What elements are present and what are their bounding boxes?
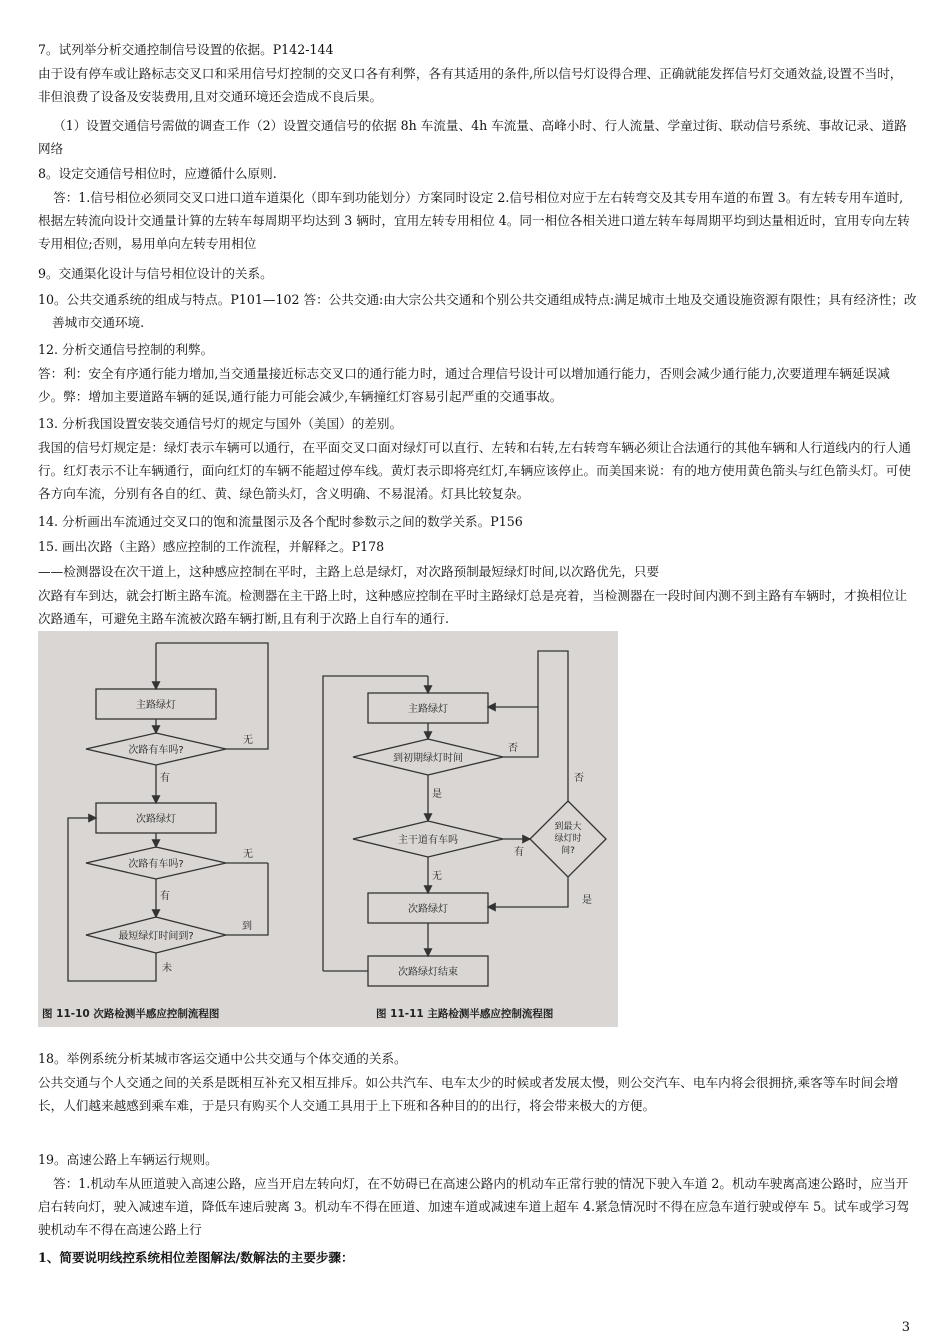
left-arrive-label: 到: [242, 921, 252, 932]
right-decision-3-label-c: 间?: [561, 846, 575, 856]
answer-12: 答：利：安全有序通行能力增加,当交通量接近标志交叉口的通行能力时，通过合理信号设计可以增加通行能力，否则会减少通行能力,次要道理车辆延误减少。弊：增加主要道路车辆的延误,通行能力可能会减少,车辆撞红灯容易引起严重的交通事故。: [38, 366, 890, 404]
right-decision-1-label: 到初期绿灯时间: [393, 753, 463, 764]
left-flowchart: [68, 643, 268, 981]
right-minor-green-label: 次路绿灯: [408, 904, 448, 915]
question-14: 14. 分析画出车流通过交叉口的饱和流量图示及各个配时参数示之间的数学关系。P156: [38, 514, 523, 529]
right-yes-label-1: 是: [432, 789, 442, 800]
right-no-label-1: 否: [508, 743, 518, 754]
question-8: 8。设定交通信号相位时，应遵循什么原则.: [38, 166, 277, 181]
question-19: 19。高速公路上车辆运行规则。: [38, 1152, 218, 1167]
right-main-green-label: 主路绿灯: [408, 704, 448, 715]
right-yes-label-3: 是: [582, 895, 592, 906]
answer-15-line2: 次路有车到达，就会打断主路车流。检测器在主干路上时，这种感应控制在平时主路绿灯总是亮着，当检测器在一段时间内测不到主路有车辆时，才换相位让次路通车，可避免主路车流被次路车辆打断,且有利于次路上自行车的通行.: [38, 588, 907, 626]
flowchart-figure: [38, 631, 618, 1027]
left-minor-green-label: 次路绿灯: [136, 814, 176, 825]
question-13: 13. 分析我国设置安装交通信号灯的规定与国外（美国）的差别。: [38, 416, 403, 431]
right-decision-2-label: 主干道有车吗: [398, 835, 458, 846]
question-18: 18。举例系统分析某城市客运交通中公共交通与个体交通的关系。: [38, 1051, 407, 1066]
question-9: 9。交通渠化设计与信号相位设计的关系。: [38, 266, 273, 281]
section-1-heading: 1、简要说明线控系统相位差图解法/数解法的主要步骤：: [38, 1250, 354, 1265]
right-decision-3-label-a: 到最大: [554, 822, 582, 832]
left-no-label-1: 无: [243, 735, 253, 746]
answer-15-line1: ——检测器设在次干道上，这种感应控制在平时，主路上总是绿灯，对次路预制最短绿灯时间,以次路优先，只要: [38, 564, 660, 579]
answer-7-points: （1）设置交通信号需做的调查工作（2）设置交通信号的依据 8h 车流量、4h 车流量、高峰小时、行人流量、学童过街、联动信号系统、事故记录、道路网络: [38, 118, 907, 156]
left-notyet-label: 未: [162, 963, 172, 974]
answer-7: 由于设有停车或让路标志交叉口和采用信号灯控制的交叉口各有利弊，各有其适用的条件,所以信号灯设得合理、正确就能发挥信号灯交通效益,设置不当时，非但浪费了设备及安装费用,且对交通环境还会造成不良后果。: [38, 66, 903, 104]
right-flowchart: [323, 651, 606, 986]
left-decision-1-label: 次路有车吗?: [128, 745, 184, 756]
left-decision-3-label: 最短绿灯时间到?: [118, 931, 194, 942]
caption-left: 图 11-10 次路检测半感应控制流程图: [42, 1008, 220, 1020]
right-yes-label-2: 有: [514, 847, 524, 858]
question-12: 12. 分析交通信号控制的利弊。: [38, 342, 214, 357]
right-no-label-2: 无: [432, 871, 442, 882]
question-15: 15. 画出次路（主路）感应控制的工作流程，并解释之。P178: [38, 539, 385, 554]
right-decision-3-label-b: 绿灯时: [554, 834, 582, 844]
left-yes-label-2: 有: [160, 891, 170, 902]
caption-right: 图 11-11 主路检测半感应控制流程图: [376, 1008, 554, 1020]
answer-18: 公共交通与个人交通之间的关系是既相互补充又相互排斥。如公共汽车、电车太少的时候或者发展太慢，则公交汽车、电车内将会很拥挤,乘客等车时间会增长，人们越来越感到乘车难，于是只有购买个人交通工具用于上下班和各种目的的出行，将会带来极大的方便。: [38, 1075, 899, 1113]
question-10: 10。公共交通系统的组成与特点。P101—102 答：公共交通:由大宗公共交通和个别公共交通组成特点:满足城市土地及交通设施资源有限性；具有经济性；改善城市交通环境.: [38, 292, 917, 330]
left-yes-label-1: 有: [160, 773, 170, 784]
page-number: 3: [901, 1320, 910, 1335]
right-minor-end-label: 次路绿灯结束: [398, 967, 458, 978]
flowchart-svg: [38, 631, 618, 1027]
answer-19: 答：1.机动车从匝道驶入高速公路，应当开启左转向灯，在不妨碍已在高速公路内的机动车正常行驶的情况下驶入车道 2。机动车驶离高速公路时，应当开启右转向灯，驶入减速车道，降低车速后驶离 3。机动车不得在匝道、加速车道或减速车道上超车 4.紧急情况时不得在应急车道行驶或停车 5。试车或学习驾驶机动车不得在高速公路上行: [38, 1176, 910, 1237]
left-decision-2-label: 次路有车吗?: [128, 859, 184, 870]
answer-13: 我国的信号灯规定是：绿灯表示车辆可以通行，在平面交叉口面对绿灯可以直行、左转和右转,左右转弯车辆必须让合法通行的其他车辆和人行道线内的行人通行。红灯表示不让车辆通行，面向红灯的车辆不能超过停车线。黄灯表示即将亮红灯,车辆应该停止。而美国来说：有的地方使用黄色箭头与红色箭头灯。可使各方向车流，分别有各自的红、黄、绿色箭头灯，含义明确、不易混淆。灯具比较复杂。: [38, 440, 911, 501]
left-main-green-label: 主路绿灯: [136, 700, 176, 711]
right-no-label-3: 否: [574, 773, 584, 784]
answer-8: 答：1.信号相位必须同交叉口进口道车道渠化（即车到功能划分）方案同时设定 2.信号相位对应于左右转弯交及其专用车道的布置 3。有左转专用车道时,根据左转流向设计交通量计算的左转车每周期平均达到 3 辆时，宜用左转专用相位 4。同一相位各相关进口道左转车每周期平均到达量相近时，宜用专向左转专用相位;否则，易用单向左转专用相位: [38, 190, 910, 251]
left-no-label-2: 无: [243, 849, 253, 860]
question-7: 7。试列举分析交通控制信号设置的依据。P142-144: [38, 42, 334, 57]
